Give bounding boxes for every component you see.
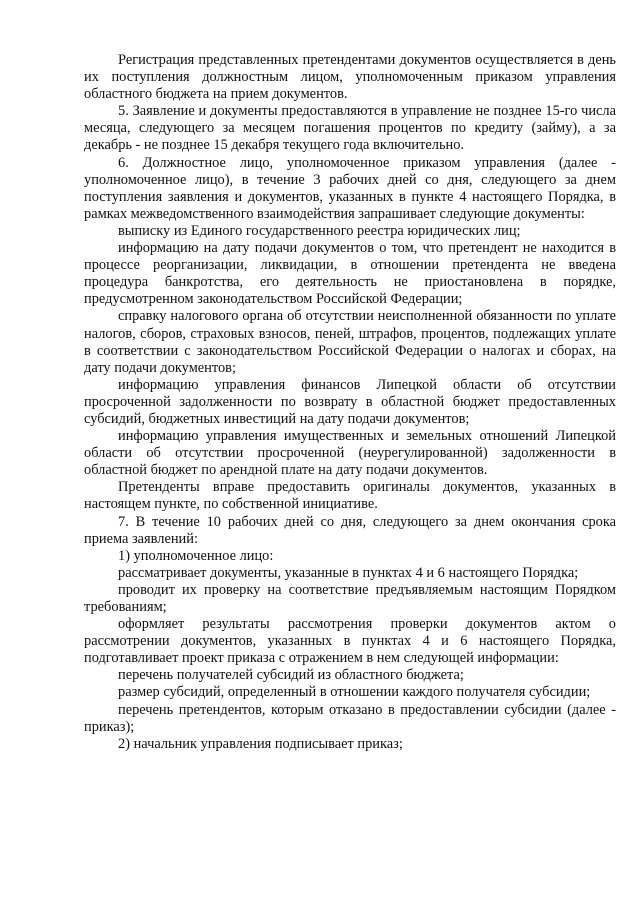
paragraph-reorganization-info: информацию на дату подачи документов о том, что претендент не находится в процессе реорганизации, ликвидации, в отношении претендента не введена процедура банкротства, его деятельность не приостановлена в порядке, предусмотренном законодательством Российской Федерации; <box>84 240 616 308</box>
document-page <box>84 52 616 753</box>
paragraph-finance-info: информацию управления финансов Липецкой области об отсутствии просроченной задолженности по возврату в областной бюджет предоставленных субсидий, бюджетных инвестиций на дату подачи документов; <box>84 376 616 427</box>
paragraph-registration: Регистрация представленных претендентами документов осуществляется в день их поступления должностным лицом, уполномоченным приказом управления областного бюджета на прием документов. <box>84 52 616 103</box>
paragraph-refusals-list: перечень претендентов, которым отказано в предоставлении субсидии (далее - приказ); <box>84 701 616 735</box>
paragraph-subitem-1: 1) уполномоченное лицо: <box>118 547 274 564</box>
paragraph-tax-certificate: справку налогового органа об отсутствии неисполненной обязанности по уплате налогов, сборов, страховых взносов, пеней, штрафов, процентов, подлежащих уплате в соответствии с законодательством Российской Федерации о налогах и сборах, на дату подачи документов; <box>84 308 616 376</box>
paragraph-egrul-extract: выписку из Единого государственного реестра юридических лиц; <box>118 222 521 239</box>
paragraph-subitem-2: 2) начальник управления подписывает приказ; <box>118 735 403 752</box>
paragraph-recipients-list: перечень получателей субсидий из областного бюджета; <box>118 667 464 684</box>
paragraph-item-6: 6. Должностное лицо, уполномоченное приказом управления (далее - уполномоченное лицо), в течение 3 рабочих дней со дня, следующего за днем поступления заявления и документов, указанных в пункте 4 настоящего Порядка, в рамках межведомственного взаимодействия запрашивает следующие документы: <box>84 154 616 222</box>
paragraph-act-and-order: оформляет результаты рассмотрения проверки документов актом о рассмотрении документов, указанных в пунктах 4 и 6 настоящего Порядка, подготавливает проект приказа с отражением в нем следующей информации: <box>84 616 616 667</box>
paragraph-item-7: 7. В течение 10 рабочих дней со дня, следующего за днем окончания срока приема заявлений: <box>84 513 616 547</box>
paragraph-subsidy-amount: размер субсидий, определенный в отношении каждого получателя субсидии; <box>118 684 591 701</box>
paragraph-property-info: информацию управления имущественных и земельных отношений Липецкой области об отсутствии просроченной (неурегулированной) задолженности в областной бюджет по арендной плате на дату подачи документов. <box>84 428 616 479</box>
paragraph-originals: Претенденты вправе предоставить оригиналы документов, указанных в настоящем пункте, по собственной инициативе. <box>84 479 616 513</box>
paragraph-checks-documents: проводит их проверку на соответствие предъявляемым настоящим Порядком требованиям; <box>84 581 616 615</box>
paragraph-item-5: 5. Заявление и документы предоставляются в управление не позднее 15-го числа месяца, следующего за месяцем погашения процентов по кредиту (займу), а за декабрь - не позднее 15 декабря текущего года включительно. <box>84 103 616 154</box>
paragraph-reviews-documents: рассматривает документы, указанные в пунктах 4 и 6 настоящего Порядка; <box>118 564 579 581</box>
